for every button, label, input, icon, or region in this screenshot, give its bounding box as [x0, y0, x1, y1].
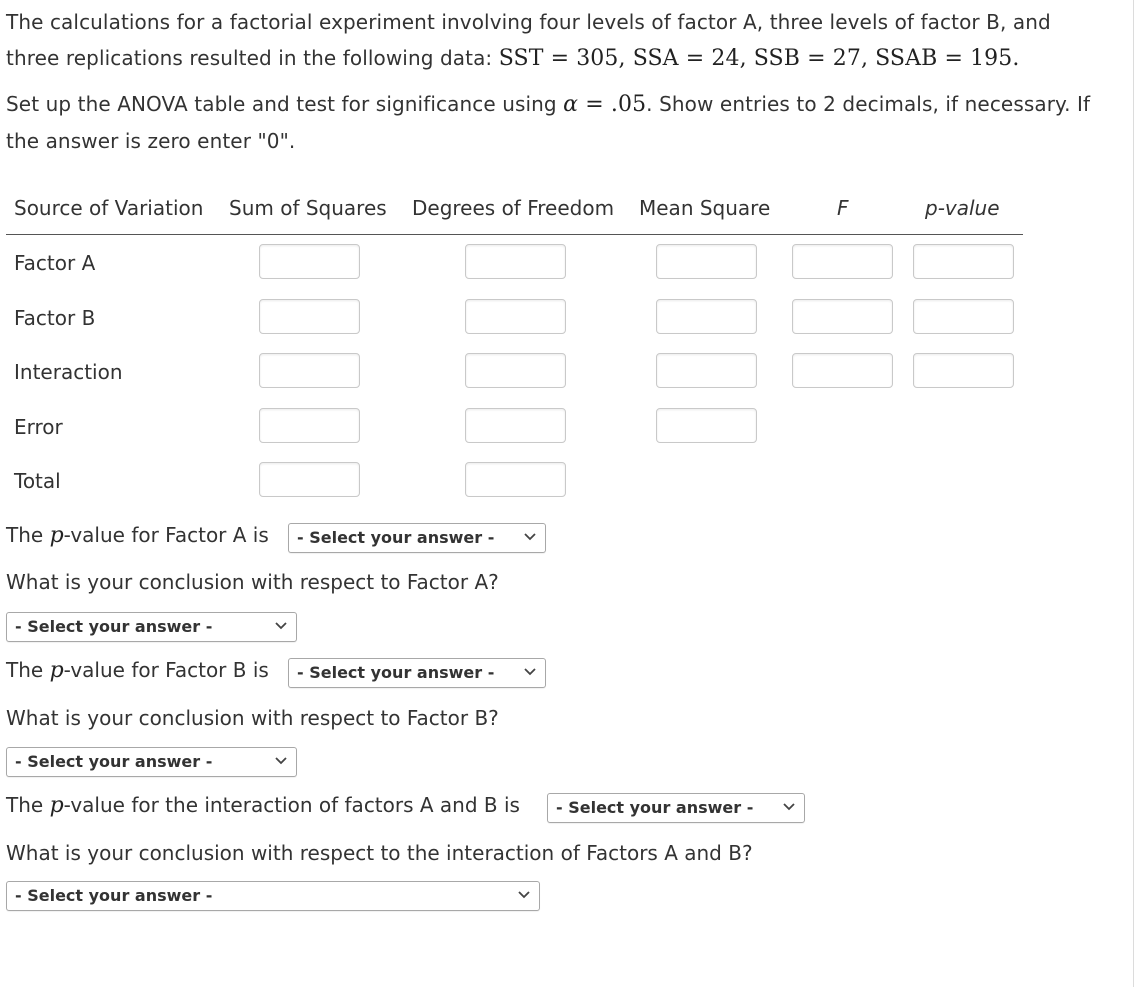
problem-line-1: [6, 10, 1051, 34]
problem-line-2: [6, 46, 1019, 71]
problem-line-4-text: the answer is zero enter "0".: [6, 129, 296, 153]
problem-line-3: [6, 92, 1090, 117]
alpha-symbol: α: [563, 92, 579, 117]
equals-sign: =: [685, 46, 705, 71]
p-value-factor-a-select[interactable]: [288, 523, 546, 553]
problem-line-3-end: . Show entries to 2 decimals, if necessary. If: [646, 92, 1091, 116]
row-label-factor-b: Factor B: [14, 306, 96, 330]
interaction-ss-input[interactable]: [259, 353, 360, 388]
error-df-input[interactable]: [465, 408, 566, 443]
page-right-edge: [1133, 0, 1134, 987]
question-conclusion-factor-a: What is your conclusion with respect to Factor A?: [6, 570, 499, 594]
question-conclusion-interaction: What is your conclusion with respect to the interaction of Factors A and B?: [6, 841, 753, 865]
question-text: -value for Factor A is: [63, 523, 269, 547]
factor-b-df-input[interactable]: [465, 299, 566, 334]
question-prefix: The: [6, 793, 50, 817]
period: .: [1012, 46, 1020, 71]
sst-label: SST: [498, 46, 544, 71]
factor-a-df-input[interactable]: [465, 244, 566, 279]
header-f: F: [837, 196, 849, 220]
question-prefix: The: [6, 658, 50, 682]
interaction-f-input[interactable]: [792, 353, 893, 388]
select-placeholder: - Select your answer -: [297, 663, 495, 682]
comma: ,: [860, 46, 876, 71]
select-placeholder: - Select your answer -: [15, 886, 213, 905]
chevron-down-icon: [782, 799, 796, 813]
total-df-input[interactable]: [465, 462, 566, 497]
factor-a-ss-input[interactable]: [259, 244, 360, 279]
row-label-total: Total: [14, 469, 61, 493]
header-source-of-variation: Source of Variation: [14, 196, 204, 220]
chevron-down-icon: [274, 753, 288, 767]
factor-a-f-input[interactable]: [792, 244, 893, 279]
comma: ,: [739, 46, 754, 71]
factor-a-p-value-input[interactable]: [913, 244, 1014, 279]
ssab-label: SSAB: [875, 46, 938, 71]
question-text: -value for the interaction of factors A and B is: [63, 793, 520, 817]
interaction-df-input[interactable]: [465, 353, 566, 388]
row-label-factor-a: Factor A: [14, 251, 96, 275]
chevron-down-icon: [274, 618, 288, 632]
ssa-label: SSA: [632, 46, 679, 71]
row-label-error: Error: [14, 415, 63, 439]
interaction-ms-input[interactable]: [656, 353, 757, 388]
problem-line-3-text: Set up the ANOVA table and test for significance using: [6, 92, 564, 116]
equals-sign: =: [944, 46, 963, 71]
p-symbol: p: [49, 793, 64, 818]
ssab-value: 195: [970, 46, 1013, 71]
factor-a-ms-input[interactable]: [656, 244, 757, 279]
sst-value: 305: [576, 46, 619, 71]
factor-b-ss-input[interactable]: [259, 299, 360, 334]
error-ms-input[interactable]: [656, 408, 757, 443]
header-p-value: p-value: [925, 196, 1000, 220]
ssa-value: 24: [711, 46, 740, 71]
p-symbol: p: [49, 658, 64, 683]
table-header-rule: [6, 234, 1023, 235]
question-text: -value for Factor B is: [63, 658, 269, 682]
row-label-interaction: Interaction: [14, 360, 123, 384]
problem-line-4: [6, 129, 295, 153]
alpha-value: .05: [610, 92, 647, 117]
question-prefix: The: [6, 523, 50, 547]
header-mean-square: Mean Square: [639, 196, 771, 220]
select-placeholder: - Select your answer -: [15, 752, 213, 771]
question-p-value-interaction: [6, 793, 520, 818]
select-placeholder: - Select your answer -: [556, 798, 754, 817]
error-ss-input[interactable]: [259, 408, 360, 443]
interaction-p-value-input[interactable]: [913, 353, 1014, 388]
select-placeholder: - Select your answer -: [15, 617, 213, 636]
problem-line-1-text: The calculations for a factorial experiment involving four levels of factor A, three levels of factor B, and: [6, 10, 1051, 34]
factor-b-p-value-input[interactable]: [913, 299, 1014, 334]
given-values: [499, 46, 1020, 71]
comma: ,: [618, 46, 633, 71]
ssb-value: 27: [832, 46, 861, 71]
chevron-down-icon: [523, 529, 537, 543]
equals-sign: =: [807, 46, 826, 71]
p-value-factor-b-select[interactable]: [288, 658, 546, 688]
conclusion-factor-b-select[interactable]: [6, 747, 297, 777]
ssb-label: SSB: [753, 46, 800, 71]
p-symbol: p: [49, 523, 64, 548]
equals-sign: =: [585, 92, 604, 117]
total-ss-input[interactable]: [259, 462, 360, 497]
equals-sign: =: [550, 46, 570, 71]
select-placeholder: - Select your answer -: [297, 528, 495, 547]
problem-line-2-text: three replications resulted in the following data:: [6, 46, 499, 70]
p-value-interaction-select[interactable]: [547, 793, 805, 823]
question-conclusion-factor-b: What is your conclusion with respect to Factor B?: [6, 706, 499, 730]
factor-b-ms-input[interactable]: [656, 299, 757, 334]
chevron-down-icon: [517, 887, 531, 901]
factor-b-f-input[interactable]: [792, 299, 893, 334]
header-degrees-of-freedom: Degrees of Freedom: [412, 196, 615, 220]
conclusion-factor-a-select[interactable]: [6, 612, 297, 642]
chevron-down-icon: [523, 664, 537, 678]
conclusion-interaction-select[interactable]: [6, 881, 540, 911]
header-sum-of-squares: Sum of Squares: [229, 196, 387, 220]
question-p-value-factor-b: [6, 658, 269, 683]
question-p-value-factor-a: [6, 523, 269, 548]
